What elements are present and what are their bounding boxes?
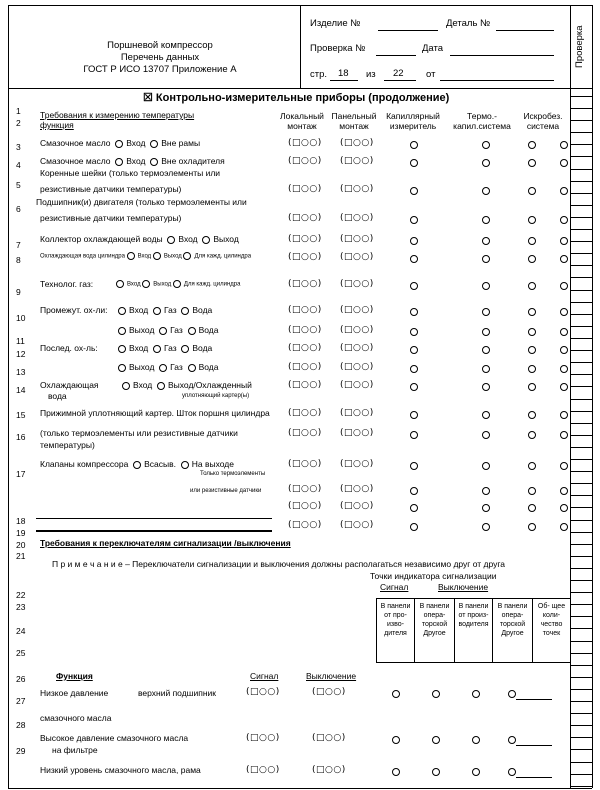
- option-radio[interactable]: [528, 308, 536, 316]
- row12-label: Послед. ох-ль:: [40, 343, 98, 353]
- page-total: 22: [393, 68, 404, 79]
- col-spark: Искробез. система: [523, 111, 563, 131]
- option-radio[interactable]: [560, 383, 568, 391]
- radio-r9-each[interactable]: [173, 280, 181, 288]
- row-number: 12: [16, 349, 26, 359]
- option-box-panel[interactable]: (□○○): [340, 520, 374, 530]
- option-radio[interactable]: [528, 346, 536, 354]
- option-box-panel[interactable]: (□○○): [340, 362, 374, 372]
- option-radio[interactable]: [482, 141, 490, 149]
- row-number: 17: [16, 469, 26, 479]
- row7-label: Коллектор охлаждающей воды Вход Выход: [40, 234, 239, 244]
- option-box-panel[interactable]: (□○○): [340, 184, 374, 194]
- f26-b: верхний подшипник: [138, 688, 217, 698]
- row-number: 9: [16, 287, 21, 297]
- option-box-local[interactable]: (□○○): [288, 156, 322, 166]
- point-radio[interactable]: [392, 736, 400, 744]
- option-box-local[interactable]: (□○○): [288, 520, 322, 530]
- point-radio[interactable]: [472, 736, 480, 744]
- col-panel: Панельный монтаж: [331, 111, 377, 131]
- option-radio[interactable]: [482, 523, 490, 531]
- row4-label: Смазочное масло Вход Вне охладителя: [40, 156, 225, 166]
- option-radio[interactable]: [528, 462, 536, 470]
- row9-label: Технолог. газ:: [40, 279, 94, 289]
- option-radio[interactable]: [410, 487, 418, 495]
- radio-r3-out[interactable]: [150, 140, 158, 148]
- option-box-local[interactable]: (□○○): [288, 305, 322, 315]
- shutdown-box[interactable]: (□○○): [312, 733, 346, 743]
- section-title: ☒ Контрольно-измерительные приборы (продолжение): [143, 92, 450, 104]
- option-box-local[interactable]: (□○○): [288, 501, 322, 511]
- option-radio[interactable]: [560, 187, 568, 195]
- option-radio[interactable]: [528, 237, 536, 245]
- option-radio[interactable]: [410, 237, 418, 245]
- point-radio[interactable]: [432, 768, 440, 776]
- row10-options: Вход Газ Вода: [118, 305, 212, 315]
- row-number: 20: [16, 540, 26, 550]
- row5-label-a: Коренные шейки (только термоэлементы или: [40, 168, 221, 178]
- point-radio[interactable]: [472, 690, 480, 698]
- option-radio[interactable]: [528, 383, 536, 391]
- radio-r9-in[interactable]: [116, 280, 124, 288]
- option-radio[interactable]: [410, 282, 418, 290]
- f28-a: Высокое давление смазочного масла: [40, 733, 189, 743]
- option-radio[interactable]: [528, 141, 536, 149]
- option-box-local[interactable]: (□○○): [288, 459, 322, 469]
- option-radio[interactable]: [482, 255, 490, 263]
- option-radio[interactable]: [410, 431, 418, 439]
- shutdown-header: Выключение: [438, 582, 489, 592]
- option-box-local[interactable]: (□○○): [288, 428, 322, 438]
- radio-r14-out[interactable]: [157, 382, 165, 390]
- option-radio[interactable]: [560, 282, 568, 290]
- signal-box[interactable]: (□○○): [246, 765, 280, 775]
- option-radio[interactable]: [482, 411, 490, 419]
- row5-label-b: резистивные датчики температуры): [40, 184, 182, 194]
- row-number: 29: [16, 746, 26, 756]
- option-radio[interactable]: [528, 365, 536, 373]
- f26-a: Низкое давление: [40, 688, 109, 698]
- row13-options: Выход Газ Вода: [118, 362, 218, 372]
- option-radio[interactable]: [528, 282, 536, 290]
- row16-label-b: температуры): [40, 440, 95, 450]
- option-radio[interactable]: [410, 216, 418, 224]
- option-radio[interactable]: [482, 237, 490, 245]
- option-radio[interactable]: [410, 383, 418, 391]
- option-radio[interactable]: [560, 328, 568, 336]
- option-radio[interactable]: [528, 216, 536, 224]
- row-number: 11: [16, 336, 25, 346]
- row-number: 7: [16, 240, 21, 250]
- option-box-panel[interactable]: (□○○): [340, 501, 374, 511]
- detal-label: Деталь №: [446, 18, 491, 29]
- row-number: 15: [16, 410, 26, 420]
- option-radio[interactable]: [528, 328, 536, 336]
- switch-title: Требования к переключателям сигнализации /выключения: [40, 538, 291, 548]
- row15-label: Прижимной уплотняющий картер. Шток поршня цилиндра: [40, 408, 270, 418]
- option-radio[interactable]: [410, 141, 418, 149]
- signal-box[interactable]: (□○○): [246, 733, 280, 743]
- point-radio[interactable]: [392, 768, 400, 776]
- option-radio[interactable]: [560, 462, 568, 470]
- func-header: Функция: [56, 671, 93, 681]
- point-radio[interactable]: [432, 690, 440, 698]
- option-radio[interactable]: [482, 365, 490, 373]
- option-radio[interactable]: [528, 255, 536, 263]
- option-radio[interactable]: [528, 431, 536, 439]
- option-radio[interactable]: [560, 216, 568, 224]
- row17-sub-2: или резистивные датчики: [190, 488, 262, 494]
- option-box-panel[interactable]: (□○○): [340, 459, 374, 469]
- option-radio[interactable]: [482, 462, 490, 470]
- row-number: 25: [16, 648, 26, 658]
- header-title-1: Поршневой компрессор: [107, 40, 213, 51]
- option-radio[interactable]: [410, 328, 418, 336]
- point-radio[interactable]: [392, 690, 400, 698]
- radio-r8-each[interactable]: [183, 252, 191, 260]
- tcol-4: В панели опера- торской Другое: [497, 603, 528, 637]
- page-number: 18: [338, 68, 349, 79]
- option-radio[interactable]: [560, 346, 568, 354]
- option-box-panel[interactable]: (□○○): [340, 279, 374, 289]
- option-radio[interactable]: [560, 255, 568, 263]
- option-box-local[interactable]: (□○○): [288, 234, 322, 244]
- row-number: 28: [16, 720, 26, 730]
- option-radio[interactable]: [560, 365, 568, 373]
- row-number: 13: [16, 367, 26, 377]
- option-radio[interactable]: [410, 187, 418, 195]
- func-signal: Сигнал: [250, 671, 279, 681]
- page-label: стр.: [310, 69, 328, 80]
- option-radio[interactable]: [410, 159, 418, 167]
- option-radio[interactable]: [410, 504, 418, 512]
- row10-label: Промежут. ох-ли:: [40, 305, 108, 315]
- row14-label-2: вода: [48, 391, 67, 401]
- option-radio[interactable]: [560, 237, 568, 245]
- row9-options: Вход Выход Для кажд. цилиндра: [116, 280, 240, 288]
- row16-label-a: (только термоэлементы или резистивные датчики: [40, 428, 238, 438]
- of-label: из: [366, 69, 376, 80]
- option-radio[interactable]: [410, 411, 418, 419]
- tcol-5: Об- щее коли- чество точек: [537, 603, 566, 637]
- option-box-panel[interactable]: (□○○): [340, 213, 374, 223]
- row-number: 24: [16, 626, 26, 636]
- row-number: 23: [16, 602, 26, 612]
- option-box-panel[interactable]: (□○○): [340, 380, 374, 390]
- row6-label-b: резистивные датчики температуры): [40, 213, 182, 223]
- point-radio[interactable]: [432, 736, 440, 744]
- option-radio[interactable]: [560, 159, 568, 167]
- row14-label-1: Охлаждающая: [40, 380, 99, 390]
- option-radio[interactable]: [482, 504, 490, 512]
- option-box-panel[interactable]: (□○○): [340, 252, 374, 262]
- option-radio[interactable]: [482, 487, 490, 495]
- row11-options: Выход Газ Вода: [118, 325, 218, 335]
- radio-r10-gas[interactable]: [153, 307, 161, 315]
- option-box-local[interactable]: (□○○): [288, 362, 322, 372]
- option-box-panel[interactable]: (□○○): [340, 234, 374, 244]
- radio-r12-in[interactable]: [118, 345, 126, 353]
- radio-r13-out[interactable]: [118, 364, 126, 372]
- point-radio[interactable]: [508, 690, 516, 698]
- row-number: 2: [16, 118, 21, 128]
- option-radio[interactable]: [528, 504, 536, 512]
- row14-options: Вход Выход/Охлажденный: [122, 380, 252, 390]
- radio-r13-water[interactable]: [188, 364, 196, 372]
- radio-r17-discharge[interactable]: [181, 461, 189, 469]
- option-radio[interactable]: [482, 431, 490, 439]
- row-number: 18: [16, 516, 26, 526]
- header-title-2: Перечень данных: [120, 52, 200, 63]
- option-radio[interactable]: [560, 308, 568, 316]
- f28-b: на фильтре: [52, 745, 98, 755]
- point-radio[interactable]: [472, 768, 480, 776]
- radio-r7-in[interactable]: [167, 236, 175, 244]
- col-local: Локальный монтаж: [280, 111, 324, 131]
- radio-r10-water[interactable]: [181, 307, 189, 315]
- tcol-2: В панели опера- торской Другое: [419, 603, 450, 637]
- row14-sub: уплотняющий картер(ы): [182, 393, 250, 399]
- radio-r17-suction[interactable]: [133, 461, 141, 469]
- option-radio[interactable]: [528, 159, 536, 167]
- option-radio[interactable]: [482, 187, 490, 195]
- row-number: 14: [16, 385, 26, 395]
- row12-options: Вход Газ Вода: [118, 343, 212, 353]
- row-number: 22: [16, 590, 26, 600]
- option-radio[interactable]: [528, 411, 536, 419]
- option-radio[interactable]: [482, 159, 490, 167]
- option-box-panel[interactable]: (□○○): [340, 408, 374, 418]
- option-box-panel[interactable]: (□○○): [340, 305, 374, 315]
- from-label: от: [426, 69, 436, 80]
- radio-r7-out[interactable]: [202, 236, 210, 244]
- col-thermo: Термо.- капил.система: [453, 111, 511, 131]
- row-number: 19: [16, 528, 26, 538]
- option-radio[interactable]: [410, 365, 418, 373]
- option-box-local[interactable]: (□○○): [288, 213, 322, 223]
- option-radio[interactable]: [482, 383, 490, 391]
- option-radio[interactable]: [528, 187, 536, 195]
- point-radio[interactable]: [508, 768, 516, 776]
- option-box-local[interactable]: (□○○): [288, 252, 322, 262]
- option-radio[interactable]: [482, 282, 490, 290]
- row-number: 26: [16, 674, 26, 684]
- row-number: 21: [16, 551, 26, 561]
- radio-r12-gas[interactable]: [153, 345, 161, 353]
- row6-label-a: Подшипник(и) двигателя (только термоэлементы или: [36, 197, 247, 207]
- row-number: 8: [16, 255, 21, 265]
- radio-r4-out[interactable]: [150, 158, 158, 166]
- option-box-local[interactable]: (□○○): [288, 184, 322, 194]
- proverka-label: Проверка №: [310, 43, 366, 54]
- f29: Низкий уровень смазочного масла, рама: [40, 765, 201, 775]
- option-box-panel[interactable]: (□○○): [340, 343, 374, 353]
- option-radio[interactable]: [410, 462, 418, 470]
- radio-r11-out[interactable]: [118, 327, 126, 335]
- option-radio[interactable]: [482, 308, 490, 316]
- option-box-panel[interactable]: (□○○): [340, 138, 374, 148]
- option-box-panel[interactable]: (□○○): [340, 156, 374, 166]
- option-radio[interactable]: [528, 523, 536, 531]
- tcol-3: В панели от произ- водителя: [458, 603, 489, 628]
- option-radio[interactable]: [528, 487, 536, 495]
- row17-label: Клапаны компрессора Всасыв. На выходе: [40, 459, 234, 469]
- header-title-3: ГОСТ Р ИСО 13707 Приложение А: [83, 64, 237, 75]
- radio-r11-water[interactable]: [188, 327, 196, 335]
- note-text: П р и м е ч а н и е – Переключатели сигнализации и выключения должны располагаться независимо друг от друга: [52, 559, 506, 569]
- option-radio[interactable]: [410, 255, 418, 263]
- func-shutdown: Выключение: [306, 671, 357, 681]
- shutdown-box[interactable]: (□○○): [312, 687, 346, 697]
- option-box-local[interactable]: (□○○): [288, 343, 322, 353]
- req-title-1: Требования к измерению температуры: [40, 110, 195, 120]
- radio-r4-in[interactable]: [115, 158, 123, 166]
- option-box-local[interactable]: (□○○): [288, 380, 322, 390]
- option-radio[interactable]: [482, 216, 490, 224]
- izdelie-label: Изделие №: [310, 18, 361, 29]
- signal-box[interactable]: (□○○): [246, 687, 280, 697]
- option-box-local[interactable]: (□○○): [288, 138, 322, 148]
- option-box-panel[interactable]: (□○○): [340, 428, 374, 438]
- option-radio[interactable]: [482, 328, 490, 336]
- row-number: 27: [16, 696, 26, 706]
- option-box-local[interactable]: (□○○): [288, 325, 322, 335]
- row-number: 3: [16, 142, 21, 152]
- signal-header: Сигнал: [380, 582, 409, 592]
- f27: смазочного масла: [40, 713, 112, 723]
- option-radio[interactable]: [560, 523, 568, 531]
- radio-r11-gas[interactable]: [159, 327, 167, 335]
- radio-r10-in[interactable]: [118, 307, 126, 315]
- radio-r8-out[interactable]: [153, 252, 161, 260]
- col-capil: Капиллярный измеритель: [386, 111, 440, 131]
- row-number: 16: [16, 432, 26, 442]
- option-box-local[interactable]: (□○○): [288, 484, 322, 494]
- date-label: Дата: [422, 43, 444, 54]
- option-radio[interactable]: [410, 523, 418, 531]
- row-number: 4: [16, 160, 21, 170]
- point-radio[interactable]: [508, 736, 516, 744]
- option-box-local[interactable]: (□○○): [288, 408, 322, 418]
- tcol-1: В панели от про- изво- дителя: [380, 603, 411, 637]
- row17-sub-1: Только термоэлементы: [200, 471, 266, 477]
- row-number: 10: [16, 313, 26, 323]
- option-radio[interactable]: [560, 411, 568, 419]
- option-radio[interactable]: [560, 487, 568, 495]
- option-radio[interactable]: [482, 346, 490, 354]
- side-proverka: Проверка: [574, 25, 585, 68]
- option-radio[interactable]: [410, 346, 418, 354]
- radio-r8-in[interactable]: [127, 252, 135, 260]
- radio-r13-gas[interactable]: [159, 364, 167, 372]
- radio-r3-in[interactable]: [115, 140, 123, 148]
- option-radio[interactable]: [560, 431, 568, 439]
- row-number: 6: [16, 204, 21, 214]
- shutdown-box[interactable]: (□○○): [312, 765, 346, 775]
- option-box-panel[interactable]: (□○○): [340, 325, 374, 335]
- row-number: 5: [16, 180, 21, 190]
- radio-r12-water[interactable]: [181, 345, 189, 353]
- row8-label: Охлаждающая вода цилиндра Вход Выход Для кажд. цилиндра: [40, 253, 252, 260]
- req-title-2: функция: [40, 120, 74, 130]
- option-box-local[interactable]: (□○○): [288, 279, 322, 289]
- option-radio[interactable]: [410, 308, 418, 316]
- points-title: Точки индикатора сигнализации: [370, 571, 497, 581]
- radio-r9-out[interactable]: [142, 280, 150, 288]
- row-number: 1: [16, 106, 21, 116]
- option-radio[interactable]: [560, 141, 568, 149]
- row3-label: Смазочное масло Вход Вне рамы: [40, 138, 201, 148]
- radio-r14-in[interactable]: [122, 382, 130, 390]
- option-radio[interactable]: [560, 504, 568, 512]
- option-box-panel[interactable]: (□○○): [340, 484, 374, 494]
